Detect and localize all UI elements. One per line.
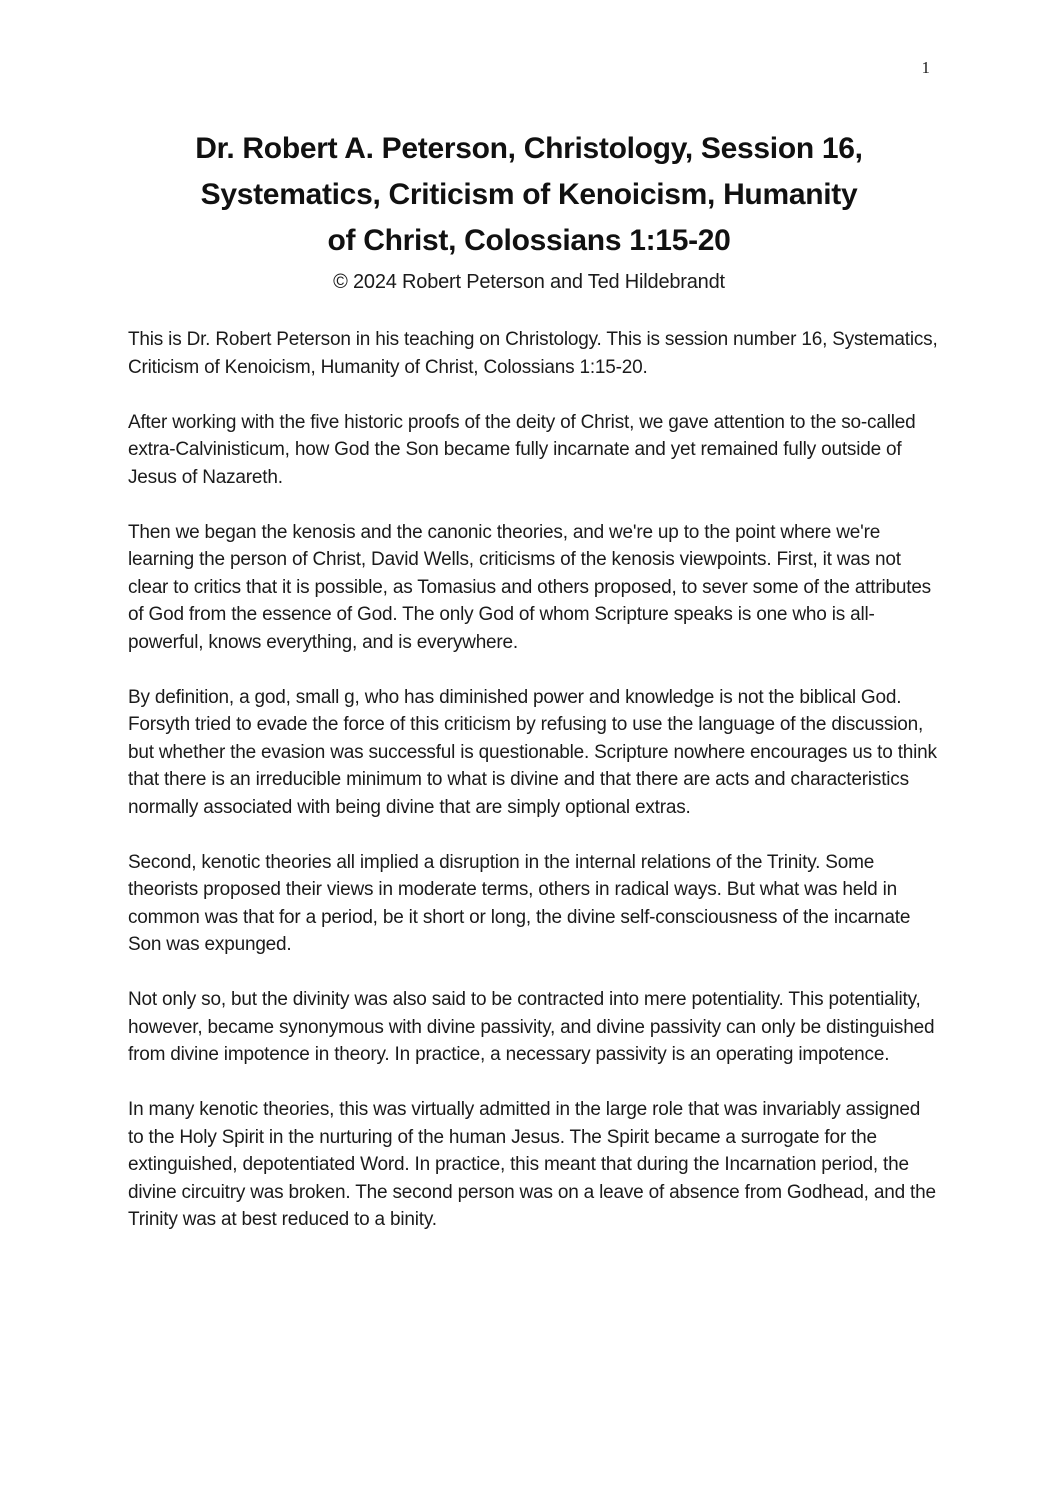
document-title-line-2: Systematics, Criticism of Kenoicism, Humanity <box>200 178 858 211</box>
document-title-line-1: Dr. Robert A. Peterson, Christology, Session 16, <box>195 132 863 165</box>
paragraph: After working with the five historic proofs of the deity of Christ, we gave attention to the so-called extra-Calvinisticum, how God the Son became fully incarnate and yet remained fully outside of Jesus of Nazareth. <box>128 411 916 488</box>
paragraph: Not only so, but the divinity was also said to be contracted into mere potentiality. This potentiality, however, became synonymous with divine passivity, and divine passivity can only be distinguished from divine impotence in theory. In practice, a necessary passivity is an operating impotence. <box>128 989 935 1065</box>
document-title <box>90 0 968 264</box>
paragraph: This is Dr. Robert Peterson in his teaching on Christology. This is session number 16, Systematics, Criticism of Kenoicism, Humanity of Christ, Colossians 1:15-20. <box>128 329 938 378</box>
page-number: 1 <box>921 58 930 77</box>
copyright-line: © 2024 Robert Peterson and Ted Hildebrandt <box>333 271 725 293</box>
paragraph: In many kenotic theories, this was virtually admitted in the large role that was invariably assigned to the Holy Spirit in the nurturing of the human Jesus. The Spirit became a surrogate for the extinguished, depotentiated Word. In practice, this meant that during the Incarnation period, the divine circuitry was broken. The second person was on a leave of absence from Godhead, and the Trinity was at best reduced to a binity. <box>128 1099 936 1230</box>
document-title-line-3: of Christ, Colossians 1:15-20 <box>327 224 731 257</box>
paragraph: Then we began the kenosis and the canonic theories, and we're up to the point where we're learning the person of Christ, David Wells, criticisms of the kenosis viewpoints. First, it was not clear to critics that it is possible, as Tomasius and others proposed, to sever some of the attributes of God from the essence of God. The only God of whom Scripture speaks is one who is all-powerful, knows everything, and is everywhere. <box>128 521 931 653</box>
paragraph: By definition, a god, small g, who has diminished power and knowledge is not the biblical God. Forsyth tried to evade the force of this criticism by refusing to use the language of the discussion, but whether the evasion was successful is questionable. Scripture nowhere encourages us to think that there is an irreducible minimum to what is divine and that there are acts and characteristics normally associated with being divine that are simply optional extras. <box>128 686 937 818</box>
document-body <box>128 326 940 1234</box>
paragraph: Second, kenotic theories all implied a disruption in the internal relations of the Trinity. Some theorists proposed their views in moderate terms, others in radical ways. But what was held in common was that for a period, be it short or long, the divine self-consciousness of the incarnate Son was expunged. <box>128 851 911 955</box>
